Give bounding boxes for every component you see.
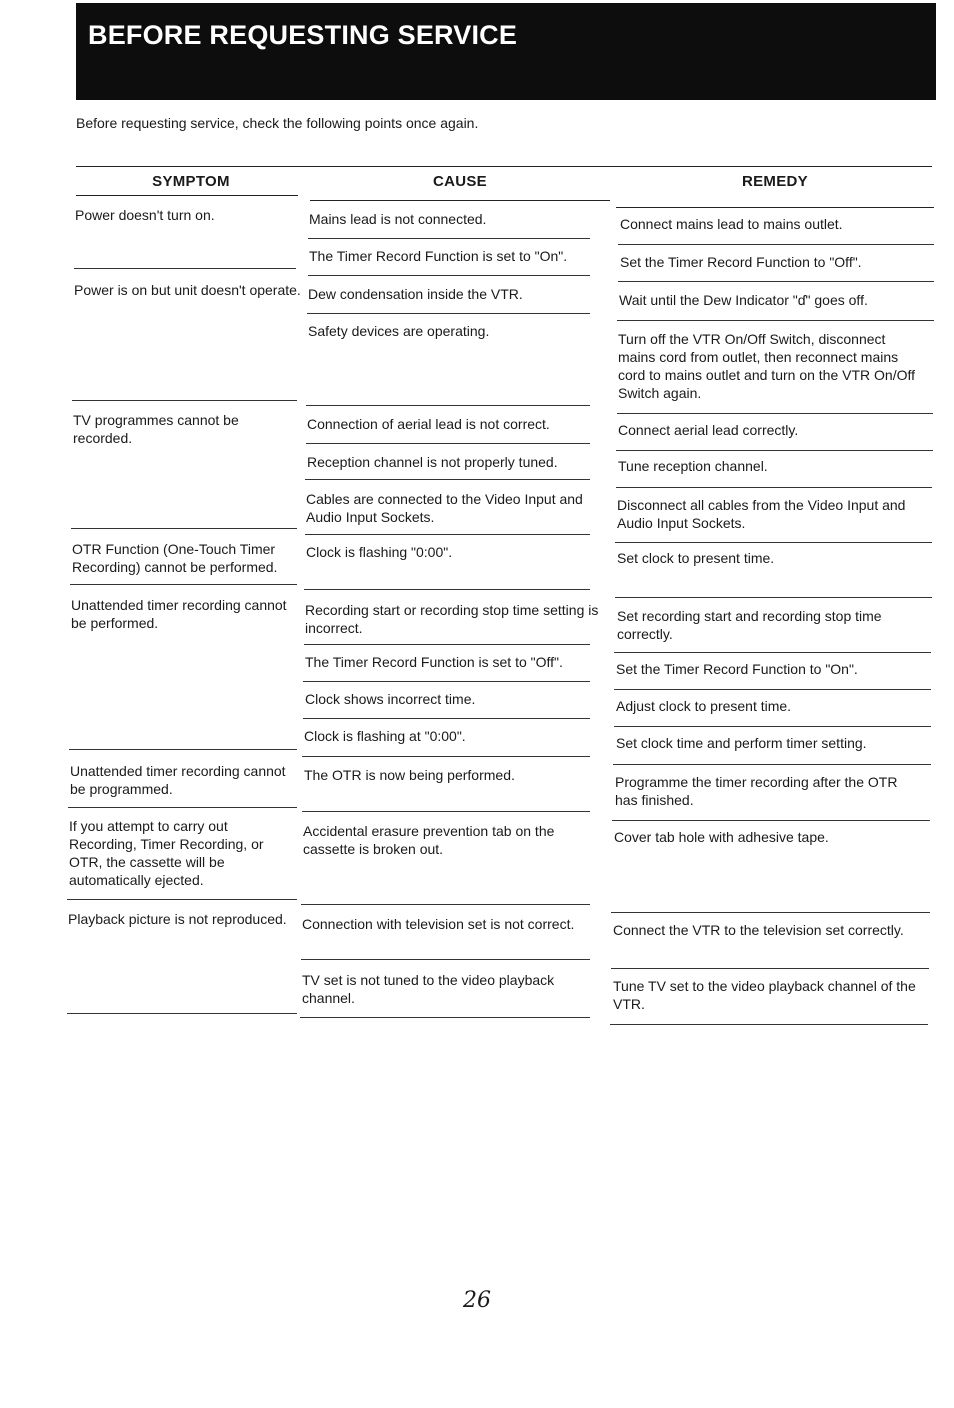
cause-text: Clock shows incorrect time. [305, 691, 476, 707]
remedy-text: Tune reception channel. [618, 458, 768, 474]
row-divider [67, 899, 297, 900]
remedy-divider [610, 1024, 928, 1025]
remedy-text: Programme the timer recording after the OTR has finished. [615, 774, 898, 808]
remedy-divider [615, 597, 932, 598]
cause-divider [302, 811, 590, 812]
symptom-text: Power doesn't turn on. [75, 207, 215, 223]
cause-text: Mains lead is not connected. [309, 211, 487, 227]
cause-text: Safety devices are operating. [308, 323, 490, 339]
remedy-divider [614, 689, 931, 690]
header-rule [76, 166, 932, 167]
remedy-divider [617, 413, 933, 414]
intro-text: Before requesting service, check the following points once again. [76, 115, 479, 131]
remedy-divider [612, 820, 930, 821]
symptom-text: If you attempt to carry out Recording, Timer Recording, or OTR, the cassette will be automatically ejected. [69, 818, 264, 888]
row-divider [71, 528, 297, 529]
remedy-divider [615, 542, 932, 543]
symptom-text: OTR Function (One-Touch Timer Recording) cannot be performed. [72, 541, 278, 575]
cause-divider [304, 644, 590, 645]
cause-divider [305, 479, 590, 480]
remedy-text: Connect aerial lead correctly. [618, 422, 799, 438]
cause-divider [308, 238, 590, 239]
remedy-divider [614, 652, 931, 653]
remedy-divider [618, 281, 934, 282]
cause-text: The Timer Record Function is set to "Off". [305, 654, 563, 670]
cause-divider [308, 275, 590, 276]
column-header-cause: CAUSE [432, 173, 487, 190]
remedy-text: Connect the VTR to the television set correctly. [613, 922, 904, 938]
cause-text: Recording start or recording stop time setting is incorrect. [305, 602, 599, 636]
remedy-divider [613, 764, 931, 765]
cause-text: Reception channel is not properly tuned. [307, 454, 558, 470]
title-banner [76, 3, 936, 100]
remedy-text: Set recording start and recording stop time correctly. [617, 608, 882, 642]
cause-divider [302, 756, 590, 757]
cause-divider [306, 405, 590, 406]
remedy-divider [617, 320, 934, 321]
cause-text: Accidental erasure prevention tab on the cassette is broken out. [303, 823, 555, 857]
cause-divider [301, 904, 590, 905]
remedy-text: Set the Timer Record Function to "Off". [620, 254, 862, 270]
remedy-divider [618, 244, 934, 245]
remedy-text: Set clock time and perform timer setting. [616, 735, 867, 751]
remedy-divider [616, 450, 933, 451]
cause-divider [303, 718, 590, 719]
page-number: 26 [463, 1288, 491, 1313]
column-header-symptom: SYMPTOM [152, 173, 230, 190]
row-divider [72, 400, 297, 401]
symptom-text: Unattended timer recording cannot be programmed. [70, 763, 286, 797]
cause-text: Clock is flashing "0:00". [306, 544, 453, 560]
cause-text: Cables are connected to the Video Input and Audio Input Sockets. [306, 491, 583, 525]
header-underline-remedy [616, 207, 934, 208]
remedy-text: Adjust clock to present time. [616, 698, 792, 714]
symptom-text: Unattended timer recording cannot be performed. [71, 597, 287, 631]
row-divider [70, 584, 297, 585]
cause-text: Connection of aerial lead is not correct. [307, 416, 550, 432]
remedy-text: Cover tab hole with adhesive tape. [614, 829, 829, 845]
column-header-remedy: REMEDY [742, 173, 808, 190]
row-divider [69, 749, 297, 750]
remedy-text: Turn off the VTR On/Off Switch, disconnect mains cord from outlet, then reconnect mains cord to mains outlet and turn on the VTR On/Off Switch again. [618, 331, 916, 401]
cause-divider [307, 313, 590, 314]
symptom-text: Playback picture is not reproduced. [68, 911, 287, 927]
row-divider [68, 807, 297, 808]
remedy-text: Tune TV set to the video playback channel of the VTR. [613, 978, 916, 1012]
cause-divider [300, 1017, 590, 1018]
cause-divider [305, 534, 590, 535]
remedy-divider [614, 726, 931, 727]
remedy-text: Disconnect all cables from the Video Input and Audio Input Sockets. [617, 497, 906, 531]
cause-divider [303, 681, 590, 682]
header-underline-symptom [76, 195, 298, 196]
symptom-text: TV programmes cannot be recorded. [73, 412, 239, 446]
cause-divider [304, 589, 590, 590]
cause-text: The OTR is now being performed. [304, 767, 515, 783]
cause-divider [301, 959, 590, 960]
remedy-divider [611, 968, 929, 969]
symptom-text: Power is on but unit doesn't operate. [74, 282, 301, 298]
cause-text: The Timer Record Function is set to "On". [309, 248, 568, 264]
cause-text: TV set is not tuned to the video playback channel. [302, 972, 555, 1006]
remedy-text: Connect mains lead to mains outlet. [620, 216, 843, 232]
remedy-text: Wait until the Dew Indicator "ɗ" goes off. [619, 292, 868, 308]
cause-text: Connection with television set is not correct. [302, 916, 575, 932]
row-divider [74, 268, 296, 269]
page-title: BEFORE REQUESTING SERVICE [88, 20, 518, 50]
remedy-divider [616, 487, 932, 488]
remedy-divider [611, 912, 930, 913]
remedy-text: Set clock to present time. [617, 550, 775, 566]
row-divider [67, 1013, 297, 1014]
cause-text: Dew condensation inside the VTR. [308, 286, 523, 302]
cause-divider [306, 443, 590, 444]
header-underline-cause [310, 200, 610, 201]
cause-text: Clock is flashing at "0:00". [304, 728, 466, 744]
remedy-text: Set the Timer Record Function to "On". [616, 661, 858, 677]
